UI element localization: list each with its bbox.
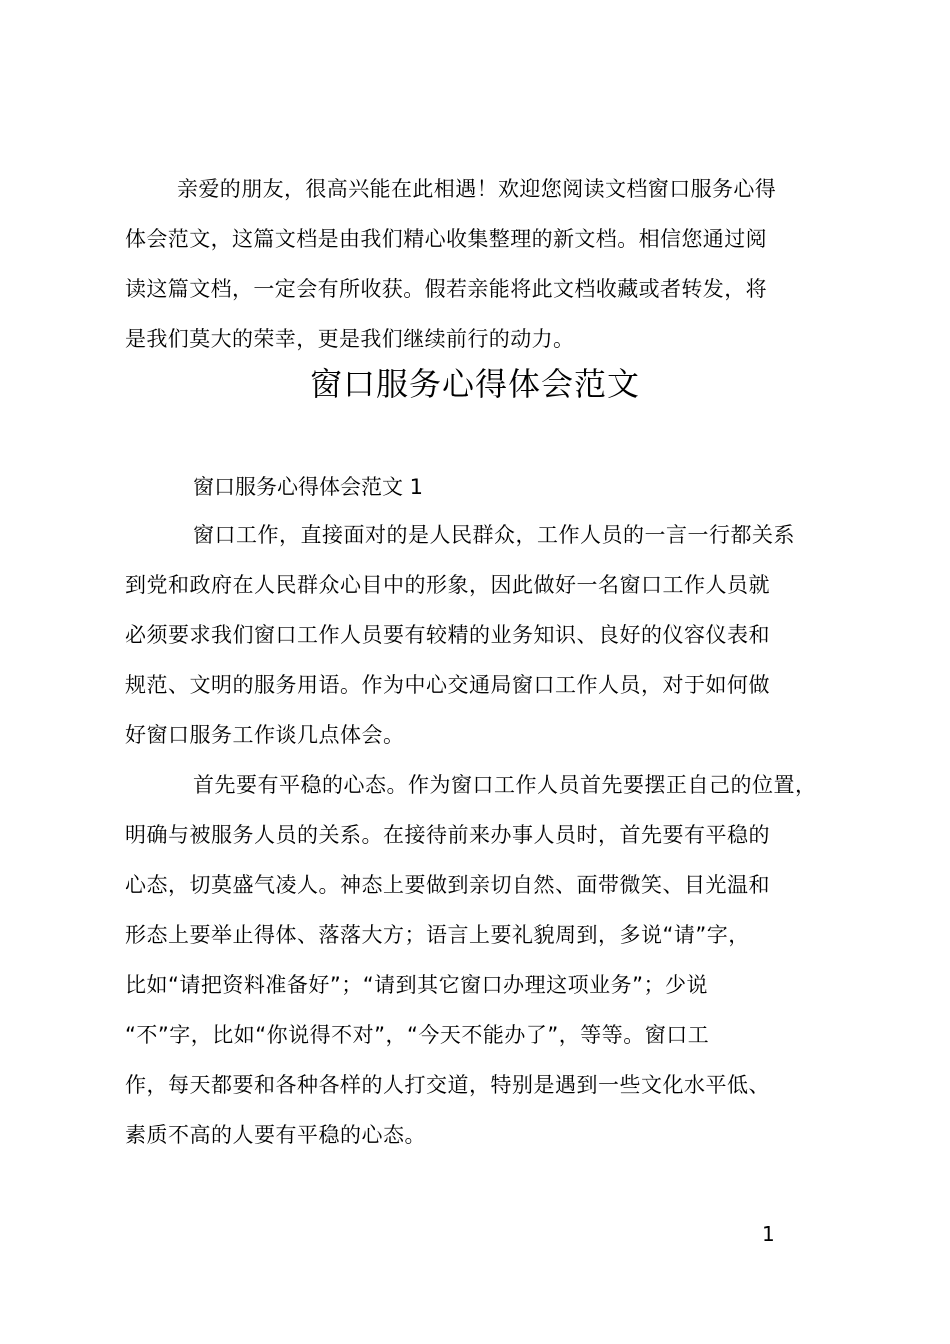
intro-line-1: 亲爱的朋友，很高兴能在此相遇！欢迎您阅读文档窗口服务心得 bbox=[177, 177, 777, 201]
paragraph-2-line-7: 作，每天都要和各种各样的人打交道，特别是遇到一些文化水平低、 bbox=[125, 1073, 770, 1097]
intro-line-3: 读这篇文档，一定会有所收获。假若亲能将此文档收藏或者转发，将 bbox=[125, 277, 767, 301]
section-heading: 窗口服务心得体会范文 1 bbox=[193, 475, 424, 499]
intro-line-2: 体会范文，这篇文档是由我们精心收集整理的新文档。相信您通过阅 bbox=[125, 227, 767, 251]
page-title: 窗口服务心得体会范文 bbox=[309, 365, 640, 403]
paragraph-2-line-5: 比如“请把资料准备好”；“请到其它窗口办理这项业务”；少说 bbox=[125, 973, 709, 997]
paragraph-2-line-6: “不”字，比如“你说得不对”，“今天不能办了”，等等。窗口工 bbox=[125, 1023, 710, 1047]
paragraph-1-line-4: 规范、文明的服务用语。作为中心交通局窗口工作人员，对于如何做 bbox=[125, 673, 770, 697]
paragraph-2-line-8: 素质不高的人要有平稳的心态。 bbox=[125, 1123, 426, 1147]
paragraph-1-line-1: 窗口工作，直接面对的是人民群众，工作人员的一言一行都关系 bbox=[193, 523, 795, 547]
paragraph-2-line-2: 明确与被服务人员的关系。在接待前来办事人员时，首先要有平稳的 bbox=[125, 823, 770, 847]
paragraph-2-line-4: 形态上要举止得体、落落大方；语言上要礼貌周到，多说“请”字， bbox=[125, 923, 750, 947]
paragraph-1-line-5: 好窗口服务工作谈几点体会。 bbox=[125, 723, 405, 747]
paragraph-2-line-3: 心态，切莫盛气凌人。神态上要做到亲切自然、面带微笑、目光温和 bbox=[125, 873, 770, 897]
paragraph-1-line-2: 到党和政府在人民群众心目中的形象，因此做好一名窗口工作人员就 bbox=[125, 573, 770, 597]
paragraph-1-line-3: 必须要求我们窗口工作人员要有较精的业务知识、良好的仪容仪表和 bbox=[125, 623, 770, 647]
page-number: 1 bbox=[762, 1222, 775, 1246]
intro-line-4: 是我们莫大的荣幸，更是我们继续前行的动力。 bbox=[125, 327, 575, 351]
paragraph-2-line-1: 首先要有平稳的心态。作为窗口工作人员首先要摆正自己的位置， bbox=[193, 773, 817, 797]
